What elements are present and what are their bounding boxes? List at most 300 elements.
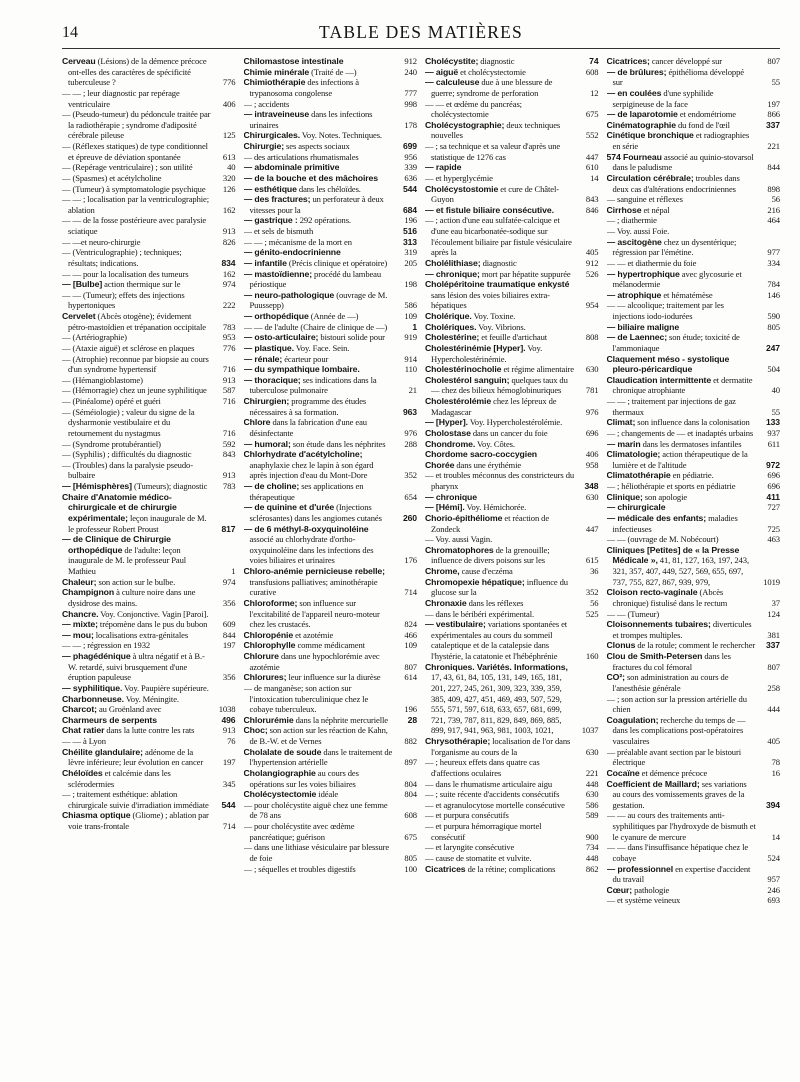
entry-page-number: 448: [585, 778, 599, 789]
entry-text: associé au quinio-stovarsol dans le paludisme: [612, 151, 754, 173]
index-entry: [425, 215, 599, 258]
entry-text: associé au chlorhydrate d'ortho-oxyquinoléine dans les infections des voies biliaires et urinaires: [249, 534, 374, 566]
entry-page-number: 804: [404, 789, 417, 800]
entry-heading: Cholalate de soude: [243, 746, 322, 757]
index-entry: [607, 269, 781, 290]
entry-page-number: 913: [222, 470, 236, 481]
entry-page-number: 14: [590, 172, 599, 183]
index-entry: [607, 396, 781, 417]
entry-page-number: 834: [221, 257, 236, 268]
entry-heading: Chondrome.: [425, 438, 476, 449]
entry-text: variations spontanées et expérimentales au cours du sommeil cataleptique et de la catalepsie dans l'hystérie, la catatonie et l'hébéphrénie: [431, 619, 568, 661]
entry-page-number: 590: [767, 311, 780, 321]
entry-text: et népal: [641, 204, 670, 215]
entry-text: dans les réflexes: [466, 597, 524, 608]
entry-page-number: 630: [585, 789, 599, 800]
index-entry: [62, 609, 236, 620]
entry-text: son administration au cours de l'anesthésie générale: [612, 672, 729, 693]
entry-page-number: 630: [585, 491, 599, 502]
entry-page-number: 56: [771, 194, 780, 205]
index-entry: [607, 842, 781, 863]
index-entry: [244, 842, 418, 863]
entry-text: — — de l'adulte (Chaire de clinique de —): [243, 321, 388, 332]
entry-heading: — de 6 méthyl-8-oxyquinoléine: [243, 523, 369, 534]
entry-text: (Année de —): [308, 311, 359, 321]
entry-text: — des articulations rhumatismales: [243, 151, 359, 162]
entry-heading: Cinétique bronchique: [606, 130, 694, 141]
entry-page-number: 696: [585, 427, 599, 438]
entry-heading: Chlorhydrate d'acétylcholine;: [243, 449, 363, 460]
entry-page-number: 240: [404, 66, 417, 77]
entry-text: bistouri solide pour: [318, 332, 385, 343]
entry-heading: — de brûlures;: [606, 66, 667, 77]
entry-page-number: 516: [402, 226, 417, 236]
entry-page-number: 100: [404, 863, 417, 874]
entry-text: dans la fabrication d'une eau désinfectante: [249, 417, 367, 438]
entry-page-number: 337: [765, 640, 780, 651]
entry-page-number: 675: [404, 831, 417, 842]
index-entry: [244, 502, 418, 523]
entry-text: cancer développé sur: [649, 56, 723, 66]
entry-text: — (Syndrome protubérantiel): [62, 438, 161, 449]
index-entry: [425, 757, 599, 778]
entry-heading: Cholépéritoine traumatique enkysté: [425, 279, 570, 290]
index-column-2: [244, 56, 418, 1076]
index-entry: [607, 545, 781, 588]
entry-page-number: 589: [585, 810, 599, 821]
entry-page-number: 912: [404, 56, 417, 66]
entry-page-number: 913: [222, 725, 236, 736]
index-entry: [62, 683, 236, 694]
entry-text: mort par hépatite suppurée: [479, 268, 571, 279]
entry-text: ses variations au cours des vomissements graves de la gestation.: [612, 778, 747, 810]
index-entry: [607, 895, 781, 906]
index-entry: [425, 619, 599, 662]
entry-page-number: 805: [767, 321, 780, 332]
entry-text: (Tumeurs); diagnostic: [131, 481, 208, 491]
entry-heading: — [Bulbe]: [62, 279, 103, 290]
entry-heading: Cholécystographie;: [425, 119, 505, 130]
entry-heading: Chroniques. Variétés. Informations,: [425, 661, 568, 672]
entry-text: de l'adulte: leçon inaugurale de M. le professeur Paul Mathieu: [68, 544, 187, 576]
entry-heading: Cholestérinocholie: [425, 364, 502, 375]
index-entry: [425, 67, 599, 78]
entry-heading: Charmeurs de serpents: [62, 714, 157, 725]
index-entry: [425, 800, 599, 811]
index-entry: [425, 428, 599, 439]
entry-heading: Coagulation;: [606, 714, 659, 725]
index-entry: [607, 640, 781, 651]
entry-text: — ; heureux effets dans quatre cas d'affections oculaires: [425, 757, 540, 778]
index-entry: [244, 396, 418, 417]
entry-text: — dans le rhumatisme articulaire aigu: [425, 778, 553, 789]
entry-text: dans le traitement de l'hypertension artérielle: [249, 746, 393, 768]
entry-heading: Chirurgie;: [243, 141, 285, 151]
entry-page-number: 804: [404, 778, 417, 789]
entry-text: Voy. Hypercholestérinémie.: [431, 342, 543, 364]
entry-text: et hématémèse: [661, 289, 713, 300]
entry-page-number: 630: [585, 364, 599, 375]
index-entry: [244, 184, 418, 195]
entry-heading: — thoracique;: [243, 374, 301, 385]
entry-text: de la grenouille; influence de divers poisons sur les: [431, 544, 550, 566]
index-entry: [62, 56, 236, 88]
entry-text: pathologie: [632, 884, 670, 895]
entry-page-number: 882: [404, 736, 417, 746]
entry-heading: — orthopédique: [243, 311, 309, 321]
entry-text: — (Troubles) dans la paralysie pseudo-bulbaire: [62, 459, 193, 481]
entry-heading: — neuro-pathologique: [243, 289, 335, 300]
index-entry: [607, 492, 781, 503]
entry-text: — cause de stomatite et vulvite.: [425, 852, 532, 863]
entry-heading: — mou;: [62, 629, 94, 640]
index-entry: [62, 162, 236, 173]
entry-heading: — atrophique: [606, 289, 662, 300]
entry-text: Voy. Notes. Techniques.: [300, 130, 382, 141]
index-entry: [62, 481, 236, 492]
index-entry: [244, 364, 418, 375]
index-entry: [244, 651, 418, 672]
entry-page-number: 260: [402, 512, 417, 523]
entry-text: dans les fractures du col fémoral: [612, 651, 731, 672]
entry-page-number: 912: [585, 257, 599, 268]
entry-heading: Clou de Smith-Petersen: [606, 651, 703, 661]
entry-text: son action sur le bulbe.: [96, 576, 176, 587]
index-entry: [244, 130, 418, 141]
entry-page-number: 714: [404, 587, 417, 598]
index-entry: [607, 194, 781, 205]
entry-page-number: 110: [404, 364, 417, 375]
entry-page-number: 133: [765, 417, 780, 428]
entry-text: — ; action d'une eau sulfatée-calcique et d'une eau bicarbonatée-sodique sur l'écoulement biliaire par fistule vésiculaire après la: [425, 215, 572, 258]
entry-page-number: 246: [767, 884, 780, 895]
entry-heading: — ascitogène: [606, 236, 662, 247]
entry-text: (Injections sclérosantes) dans les angiomes cutanés: [249, 502, 382, 523]
entry-heading: — phagédénique: [62, 651, 131, 661]
entry-heading: Claudication intermittente: [606, 374, 712, 385]
index-entry: [244, 247, 418, 258]
index-entry: [607, 130, 781, 151]
entry-text: en expertise d'accident du travail: [612, 863, 751, 885]
header-rule: [62, 48, 780, 49]
index-entry: [425, 609, 599, 620]
entry-text: transfusions palliatives; aminothérapie curative: [249, 576, 378, 598]
entry-page-number: 608: [585, 66, 599, 77]
entry-page-number: 976: [404, 427, 417, 438]
index-entry: [62, 184, 236, 195]
index-entry: [607, 470, 781, 481]
entry-heading: Charbonneuse.: [62, 693, 124, 704]
entry-text: maladies infectieuses: [612, 512, 738, 534]
entry-page-number: 524: [767, 852, 780, 863]
index-entry: [607, 449, 781, 470]
index-entry: [425, 810, 599, 821]
index-entry: [244, 77, 418, 98]
entry-page-number: 897: [404, 757, 417, 768]
entry-heading: — calculeuse: [425, 77, 480, 88]
entry-page-number: 125: [222, 130, 236, 141]
index-entry: [425, 736, 599, 757]
entry-heading: Chromatophores: [425, 544, 494, 555]
entry-text: Voy. Face. Sein.: [293, 342, 350, 353]
entry-text: — Voy. aussi Vagin.: [425, 534, 493, 545]
entry-page-number: 654: [404, 491, 417, 502]
entry-page-number: 334: [767, 257, 780, 268]
entry-page-number: 126: [222, 183, 236, 194]
index-entry: [62, 290, 236, 311]
entry-text: des infections à trypanosoma congolense: [249, 77, 359, 98]
index-entry: [244, 789, 418, 800]
entry-page-number: 216: [767, 204, 780, 215]
entry-text: adénome de la lèvre inférieure; leur évolution en cancer: [68, 746, 204, 768]
entry-page-number: 716: [222, 364, 236, 375]
index-entry: [607, 513, 781, 534]
entry-text: — — ; leur diagnostic par repérage ventriculaire: [62, 87, 180, 109]
entry-text: action thermique sur le: [102, 279, 181, 290]
entry-text: ses indications dans la tuberculose pulmonaire: [249, 374, 377, 396]
entry-heading: — mastoïdienne;: [243, 268, 312, 279]
index-entry: [425, 577, 599, 598]
entry-page-number: 356: [222, 597, 236, 608]
entry-page-number: 197: [767, 98, 780, 109]
entry-heading: Cholécystostomie: [425, 183, 499, 194]
entry-heading: Chat ratier: [62, 725, 105, 736]
entry-text: action thérapeutique de la lumière et de l'altitude: [612, 449, 748, 470]
index-entry: [425, 842, 599, 853]
entry-heading: — biliaire maligne: [606, 321, 680, 332]
entry-text: — —et neuro-chirurgie: [62, 236, 141, 247]
entry-heading: Chimiothérapie: [243, 77, 306, 88]
index-entry: [607, 173, 781, 194]
index-entry: [62, 736, 236, 747]
entry-text: du fond de l'œil: [675, 119, 730, 130]
entry-page-number: 586: [585, 799, 599, 810]
entry-page-number: 21: [408, 385, 417, 396]
entry-page-number: 587: [222, 385, 236, 396]
entry-text: programme des études nécessaires à sa formation.: [249, 396, 367, 417]
entry-heading: Cinématographie: [606, 119, 676, 130]
index-entry: [425, 439, 599, 450]
index-entry: [62, 725, 236, 736]
index-entry: [607, 715, 781, 747]
entry-page-number: 900: [585, 831, 599, 842]
index-entry: [62, 449, 236, 460]
entry-text: comme médicament: [295, 640, 365, 651]
entry-heading: Cervelet: [62, 311, 96, 321]
index-entry: [244, 141, 418, 152]
entry-heading: Chaleur;: [62, 576, 97, 587]
index-entry: [244, 237, 418, 248]
entry-heading: — aiguë: [425, 66, 459, 77]
entry-text: Voy. Hémichorée.: [464, 502, 527, 513]
index-column-4: [607, 56, 781, 1076]
index-entry: [244, 67, 418, 78]
index-entry: [244, 630, 418, 641]
index-entry: [244, 439, 418, 450]
index-entry: [244, 290, 418, 311]
entry-page-number: 162: [222, 268, 236, 279]
entry-heading: Chrysothérapie;: [425, 736, 491, 746]
entry-page-number: 544: [402, 183, 417, 194]
entry-page-number: 696: [767, 470, 780, 481]
entry-page-number: 807: [767, 56, 780, 66]
entry-heading: Chirurgicales.: [243, 130, 301, 141]
entry-heading: Cholélithiase;: [425, 257, 481, 268]
entry-heading: Chlorures;: [243, 672, 287, 683]
entry-page-number: 109: [404, 640, 417, 651]
index-entry: [607, 481, 781, 492]
entry-page-number: 974: [222, 576, 236, 587]
index-entry: [62, 534, 236, 577]
entry-page-number: 319: [404, 247, 417, 258]
entry-text: — et système veineux: [606, 895, 681, 906]
index-entry: [244, 800, 418, 821]
index-entry: [244, 524, 418, 567]
entry-heading: Climatothérapie: [606, 470, 671, 481]
entry-text: et réaction de Zondeck: [431, 512, 550, 534]
index-entry: [62, 704, 236, 715]
entry-text: deux techniques nouvelles: [431, 119, 561, 141]
entry-heading: Clonus: [606, 640, 636, 651]
entry-text: Voy. Conjonctive. Vagin [Paroi].: [98, 608, 209, 619]
entry-text: leçon inaugurale de M. le professeur Robert Proust: [68, 512, 207, 534]
entry-heading: Cholestérine;: [425, 332, 480, 343]
entry-page-number: 843: [222, 449, 236, 460]
index-entry: [244, 343, 418, 354]
entry-heading: Chéilite glandulaire;: [62, 746, 143, 757]
index-entry: [425, 566, 599, 577]
entry-page-number: 356: [222, 672, 236, 683]
entry-page-number: 313: [402, 236, 417, 247]
entry-text: — et troubles méconnus des constricteurs du pharynx: [425, 470, 575, 491]
index-entry: [425, 789, 599, 800]
entry-text: chez les lépreux de Madagascar: [431, 396, 557, 417]
entry-page-number: 109: [404, 311, 417, 321]
index-entry: [607, 694, 781, 715]
entry-text: 41, 81, 127, 163, 197, 243, 321, 357, 407, 449, 527, 569, 655, 697, 737, 755, 827, 867, 939, 979,: [612, 555, 749, 587]
entry-page-number: 544: [221, 799, 236, 810]
index-entry: [244, 481, 418, 502]
entry-page-number: 913: [222, 374, 236, 385]
entry-page-number: 784: [767, 279, 780, 290]
entry-text: quelques taux du — chez des bilieux hémoglobinuriques: [431, 374, 568, 396]
entry-page-number: 146: [767, 289, 780, 300]
entry-heading: Cholestérolémie: [425, 396, 492, 406]
entry-heading: — de Laennec;: [606, 332, 667, 343]
entry-heading: Cholestérol sanguin;: [425, 374, 510, 385]
index-entry: [62, 694, 236, 705]
entry-heading: — chronique: [425, 491, 477, 502]
index-entry: [425, 322, 599, 333]
entry-heading: Cholangiographie: [243, 767, 316, 778]
entry-page-number: 40: [771, 385, 780, 396]
index-entry: [62, 141, 236, 162]
entry-page-number: 862: [585, 863, 599, 874]
index-entry: [607, 534, 781, 545]
entry-text: écarteur pour: [282, 353, 329, 364]
entry-page-number: 609: [222, 619, 236, 630]
entry-heading: Cirrhose: [606, 204, 642, 215]
index-entry: [244, 109, 418, 130]
index-entry: [244, 598, 418, 630]
entry-page-number: 447: [585, 523, 599, 534]
entry-heading: Chlorophylle: [243, 640, 296, 651]
entry-page-number: 56: [590, 597, 599, 608]
index-entry: [425, 598, 599, 609]
entry-text: et calcémie dans les sclérodermies: [68, 767, 171, 789]
index-entry: [425, 173, 599, 184]
entry-page-number: 592: [222, 438, 236, 449]
entry-heading: Cicatrices;: [606, 56, 650, 66]
entry-text: son influence sur l'excitabilité de l'appareil neuro-moteur chez les crustacés.: [249, 597, 380, 630]
entry-page-number: 615: [585, 555, 599, 566]
entry-heading: 574 Fourneau: [606, 151, 662, 162]
index-entry: [62, 194, 236, 215]
entry-page-number: 684: [402, 204, 417, 215]
index-entry: [62, 810, 236, 831]
entry-page-number: 699: [402, 141, 417, 151]
entry-page-number: 124: [767, 608, 780, 619]
entry-text: — (Syphilis) ; difficultés du diagnostic: [62, 449, 192, 460]
entry-text: — (Pinéalome) opéré et guéri: [62, 396, 161, 406]
entry-page-number: 405: [767, 736, 780, 746]
entry-page-number: 805: [404, 852, 417, 863]
entry-page-number: 734: [585, 842, 599, 853]
entry-text: — (Pseudo-tumeur) du pédoncule traitée par la radiothérapie ; syndrome d'adiposité cérébrale pileuse: [62, 109, 211, 141]
entry-text: diverticules et trompes multiples.: [612, 619, 752, 640]
entry-heading: — infantile: [243, 257, 287, 268]
entry-page-number: 913: [222, 226, 236, 236]
entry-page-number: 288: [404, 438, 417, 449]
entry-heading: Cholécystite;: [425, 56, 479, 66]
index-entry: [425, 492, 599, 503]
index-entry: [607, 747, 781, 768]
index-entry: [607, 332, 781, 353]
index-entry: [62, 789, 236, 810]
entry-heading: Cicatrices: [425, 863, 466, 874]
index-entry: [62, 375, 236, 386]
entry-heading: — humoral;: [243, 438, 291, 449]
index-entry: [244, 332, 418, 343]
index-entry: [425, 502, 599, 513]
entry-page-number: 320: [222, 172, 236, 183]
entry-text: — et hyperglycémie: [425, 172, 493, 183]
index-entry: [62, 215, 236, 236]
entry-text: de la rétine; complications: [465, 863, 556, 874]
entry-text: — — et œdème du pancréas; cholécystectomie: [425, 98, 522, 120]
entry-text: — ; diathermie: [606, 215, 657, 226]
index-entry: [607, 609, 781, 620]
index-entry: [244, 821, 418, 842]
entry-page-number: 957: [767, 874, 780, 885]
entry-text: son apologie: [642, 491, 688, 502]
entry-page-number: 844: [222, 629, 236, 640]
entry-heading: — du sympathique lombaire.: [243, 364, 360, 375]
entry-text: — et laryngite consécutive: [425, 842, 515, 853]
entry-text: idéale: [316, 789, 339, 800]
entry-text: — ; traitement esthétique: ablation chirurgicale suivie d'irradiation immédiate: [62, 789, 209, 810]
index-entry: [425, 460, 599, 471]
index-entry: [62, 237, 236, 248]
entry-heading: Chloro-anémie pernicieuse rebelle;: [243, 566, 385, 576]
entry-text: leur influence sur la diurèse: [286, 672, 381, 683]
index-entry: [244, 768, 418, 789]
entry-page-number: 464: [767, 215, 780, 226]
entry-heading: Climatologie;: [606, 449, 661, 460]
index-entry: [425, 77, 599, 98]
entry-page-number: 444: [767, 704, 780, 715]
index-entry: [425, 99, 599, 120]
